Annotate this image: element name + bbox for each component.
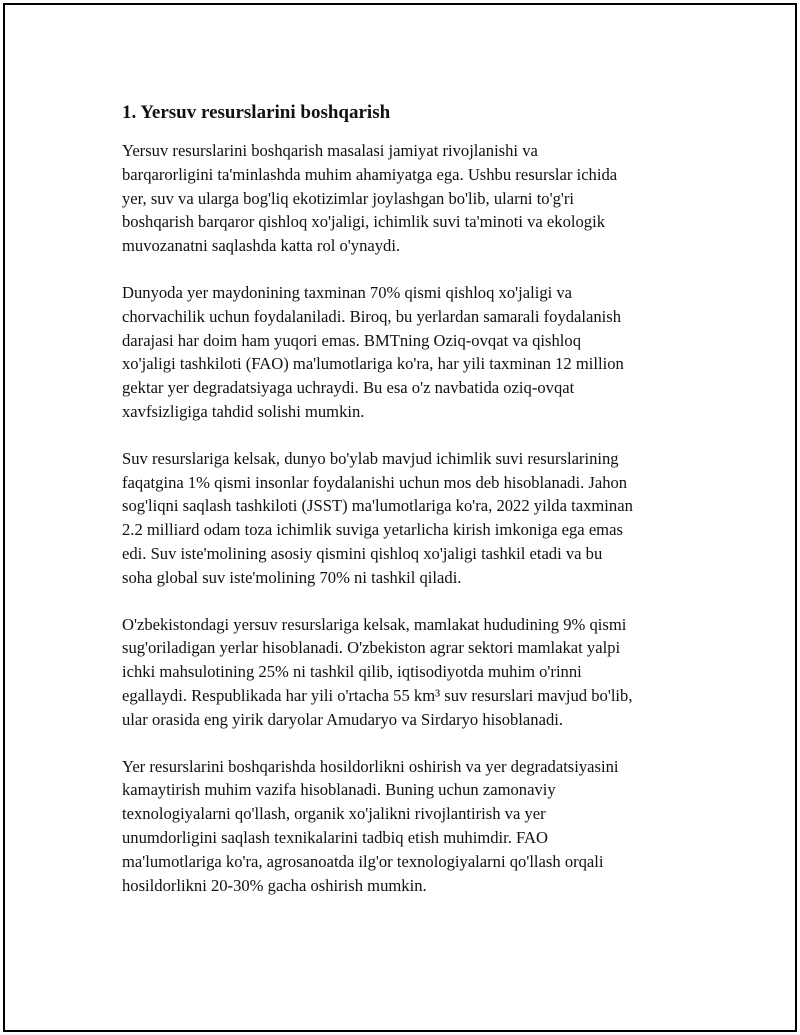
text-line: soha global suv iste'molining 70% ni tashkil qiladi. (122, 567, 462, 587)
text-line: sug'oriladigan yerlar hisoblanadi. O'zbekiston agrar sektori mamlakat yalpi (122, 638, 621, 658)
text-line: Yersuv resurslarini boshqarish masalasi jamiyat rivojlanishi va (122, 141, 538, 160)
text-line: barqarorligini ta'minlashda muhim ahamiyatga ega. Ushbu resurslar ichida (122, 164, 618, 184)
paragraph-2 (122, 281, 688, 424)
text-line: kamaytirish muhim vazifa hisoblanadi. Buning uchun zamonaviy (122, 780, 556, 800)
text-line: faqatgina 1% qismi insonlar foydalanishi uchun mos deb hisoblanadi. Jahon (122, 472, 628, 492)
text-line: xo'jaligi tashkiloti (FAO) ma'lumotlariga ko'ra, har yili taxminan 12 million (122, 354, 624, 374)
text-line: muvozanatni saqlashda katta rol o'ynaydi. (122, 236, 401, 256)
paragraph-4 (122, 613, 688, 732)
document-content (122, 100, 688, 920)
text-line: gektar yer degradatsiyaga uchraydi. Bu esa o'z navbatida oziq-ovqat (122, 378, 575, 398)
text-line: hosildorlikni 20-30% gacha oshirish mumkin. (122, 875, 427, 895)
text-line: sog'liqni saqlash tashkiloti (JSST) ma'lumotlariga ko'ra, 2022 yilda taxminan (122, 496, 633, 516)
text-line: O'zbekistondagi yersuv resurslariga kelsak, mamlakat hududining 9% qismi (122, 614, 627, 634)
section-heading: 1. Yersuv resurslarini boshqarish (122, 102, 391, 123)
text-line: ular orasida eng yirik daryolar Amudaryo va Sirdaryo hisoblanadi. (122, 709, 563, 729)
text-line: texnologiyalarni qo'llash, organik xo'jalikni rivojlantirish va yer (122, 804, 546, 824)
text-line: ichki mahsulotining 25% ni tashkil qilib, iqtisodiyotda muhim o'rinni (122, 662, 582, 682)
text-line: 2.2 milliard odam toza ichimlik suviga yetarlicha kirish imkoniga ega emas (122, 520, 623, 540)
text-line: Yer resurslarini boshqarishda hosildorlikni oshirish va yer degradatsiyasini (122, 756, 619, 776)
paragraph-1 (122, 139, 688, 258)
text-line: edi. Suv iste'molining asosiy qismini qishloq xo'jaligi tashkil etadi va bu (122, 543, 603, 563)
page-frame (3, 3, 797, 1032)
text-line: unumdorligini saqlash texnikalarini tadbiq etish muhimdir. FAO (122, 827, 549, 847)
text-line: xavfsizligiga tahdid solishi mumkin. (122, 401, 365, 421)
text-line: Dunyoda yer maydonining taxminan 70% qismi qishloq xo'jaligi va (122, 282, 573, 302)
text-line: egallaydi. Respublikada har yili o'rtacha 55 km³ suv resurslari mavjud bo'lib, (122, 685, 633, 705)
text-line: chorvachilik uchun foydalaniladi. Biroq, bu yerlardan samarali foydalanish (122, 306, 622, 326)
paragraph-5 (122, 755, 688, 898)
text-line: boshqarish barqaror qishloq xo'jaligi, ichimlik suvi ta'minoti va ekologik (122, 212, 605, 232)
text-line: darajasi har doim ham yuqori emas. BMTning Oziq-ovqat va qishloq (122, 330, 582, 350)
text-line: ma'lumotlariga ko'ra, agrosanoatda ilg'or texnologiyalarni qo'llash orqali (122, 851, 604, 871)
paragraph-3 (122, 447, 688, 590)
text-line: yer, suv va ularga bog'liq ekotizimlar joylashgan bo'lib, ularni to'g'ri (122, 188, 575, 208)
text-line: Suv resurslariga kelsak, dunyo bo'ylab mavjud ichimlik suvi resurslarining (122, 448, 619, 468)
